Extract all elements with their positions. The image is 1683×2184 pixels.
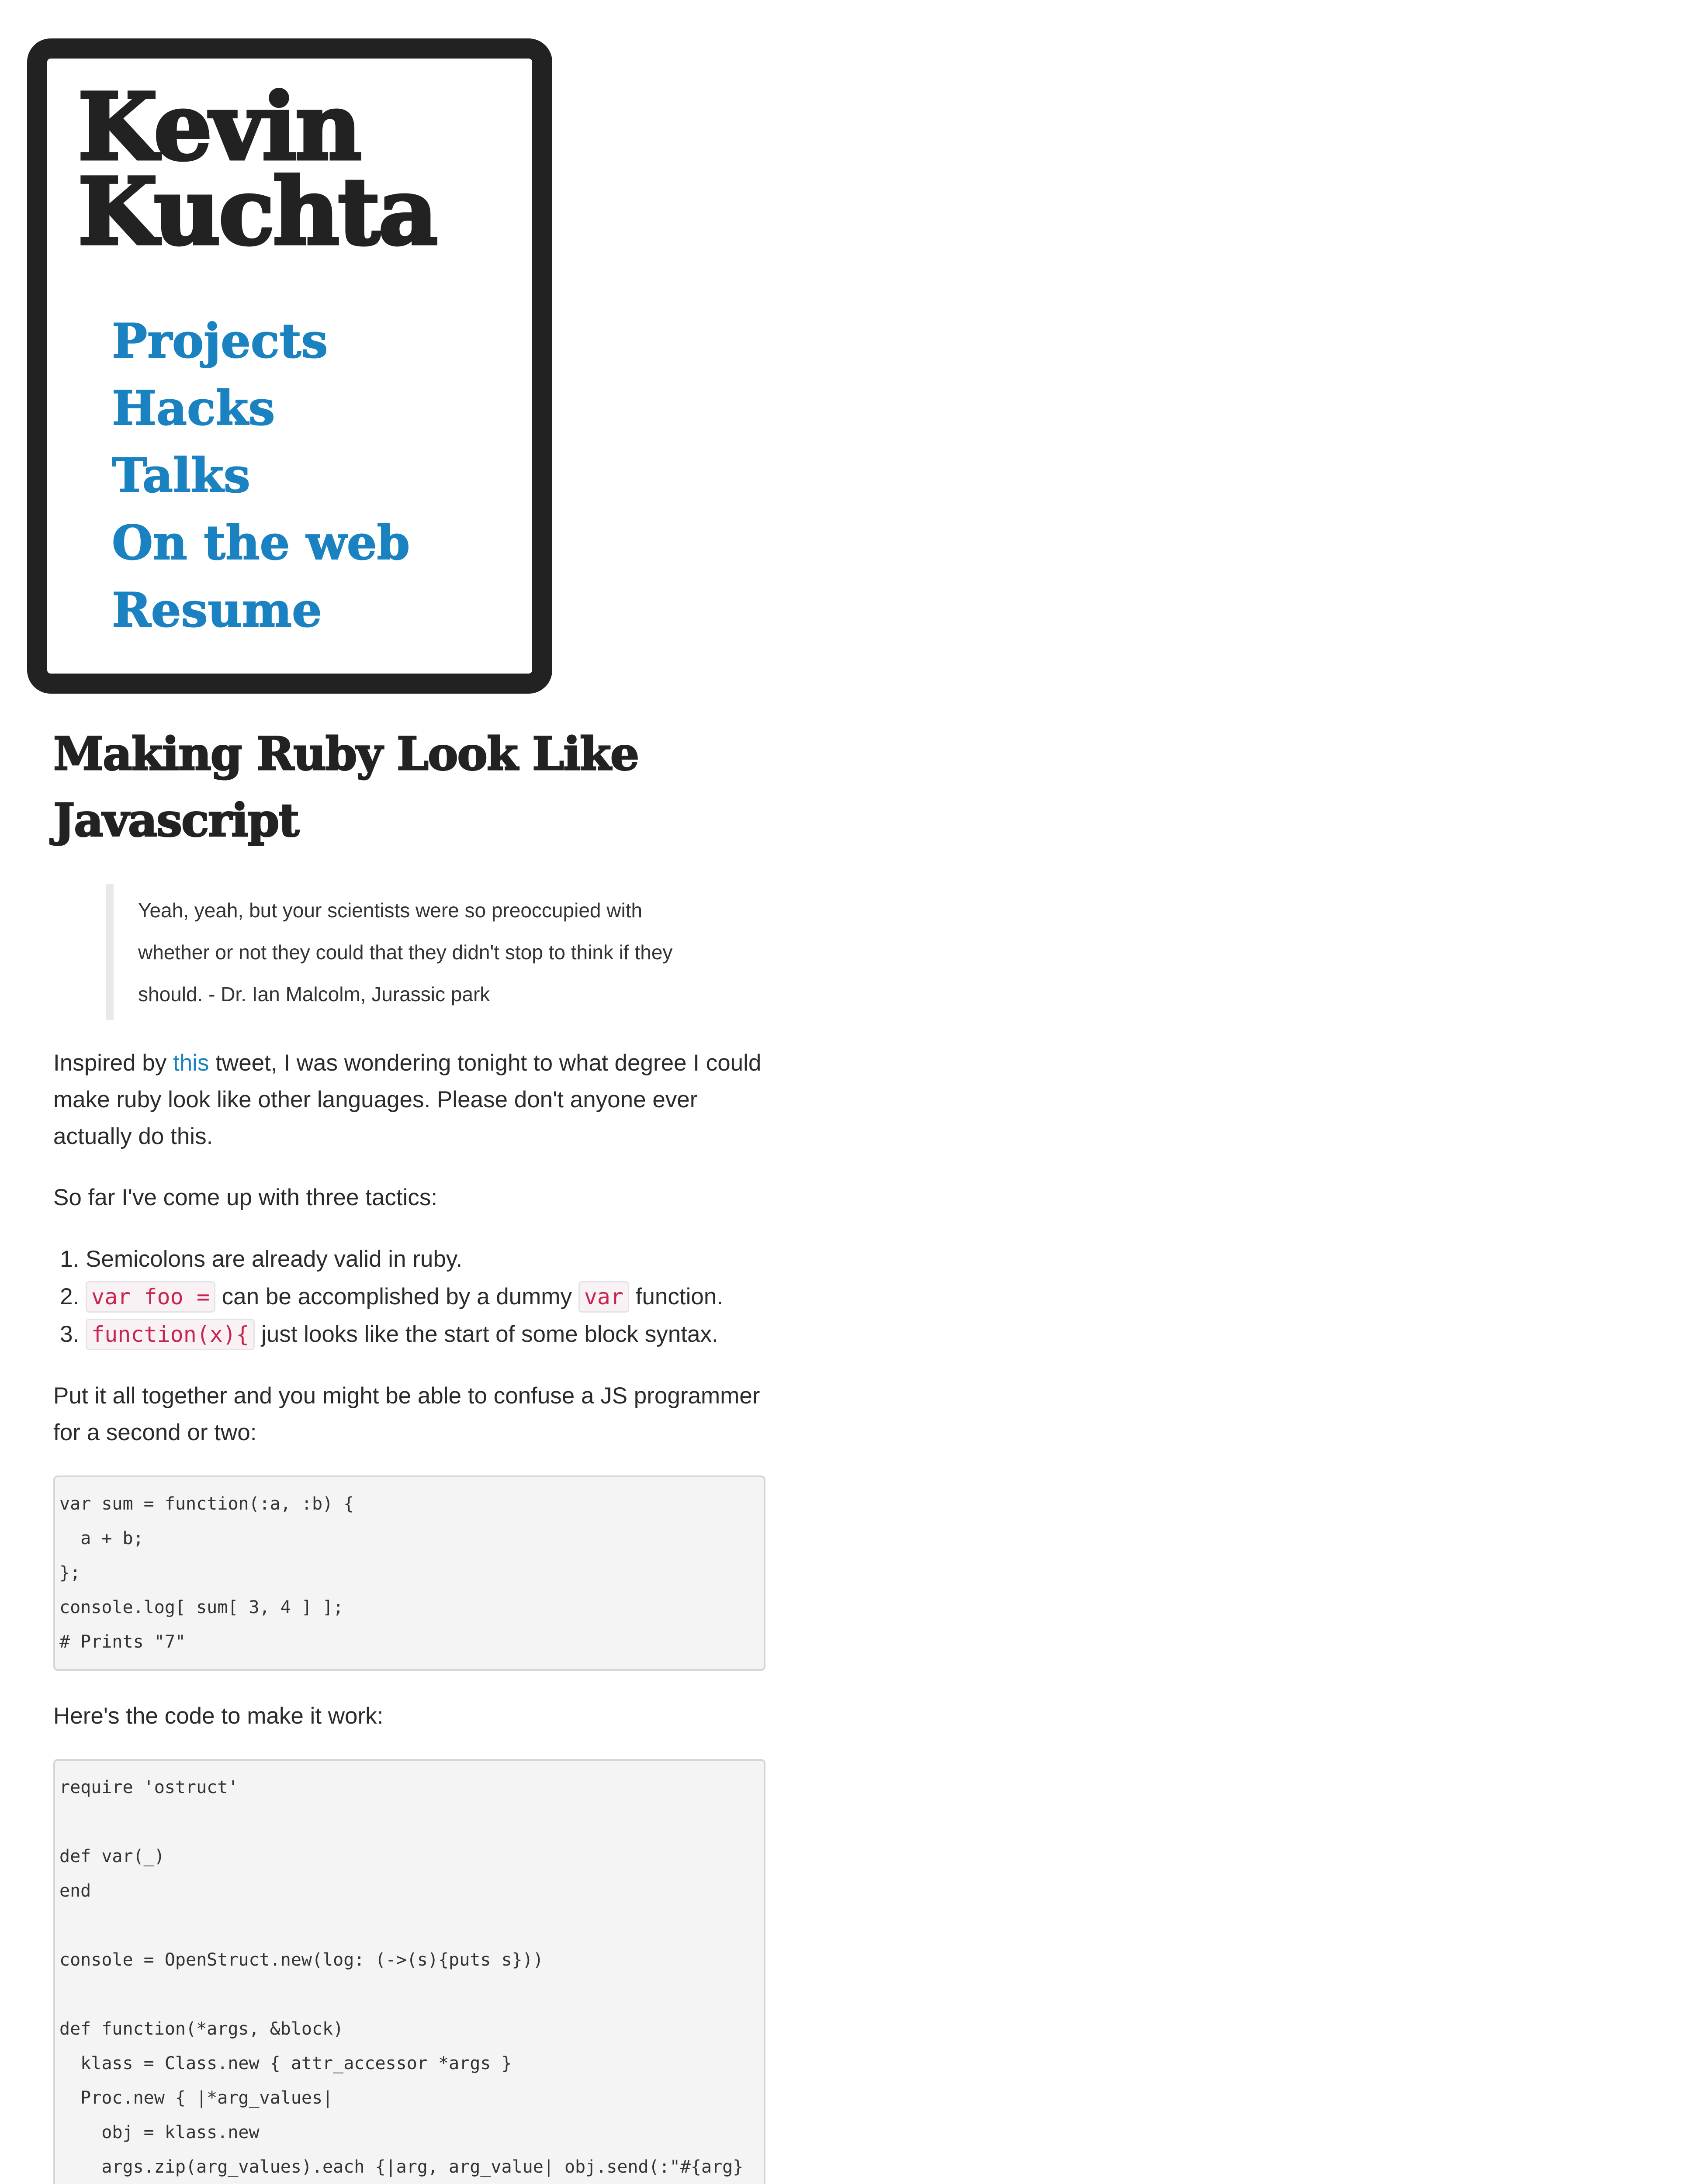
nav-item-on-the-web [112, 509, 410, 577]
inline-code-var-foo: var foo = [86, 1281, 215, 1313]
impl-code-line: klass = Class.new { attr_accessor *args } [59, 2053, 512, 2073]
nav-link-on-the-web[interactable]: On the web [112, 515, 410, 570]
impl-code-line: def function(*args, &block) [59, 2019, 344, 2039]
site-nav [112, 308, 410, 644]
tactic-2-text: can be accomplished by a dummy [215, 1284, 578, 1310]
impl-code-line [59, 1805, 759, 1839]
nav-link-hacks[interactable]: Hacks [112, 381, 275, 436]
nav-item-hacks [112, 375, 410, 442]
example-code-line: console.log[ sum[ 3, 4 ] ]; [59, 1597, 344, 1617]
impl-code-line: obj = klass.new [59, 2122, 260, 2143]
tactics-intro: So far I've come up with three tactics: [53, 1185, 438, 1210]
tactic-1-text: Semicolons are already valid in ruby. [86, 1246, 463, 1272]
impl-code-line: def var(_) [59, 1846, 165, 1866]
inline-code-function-x: function(x){ [86, 1319, 255, 1350]
tactic-item-3 [86, 1316, 765, 1353]
article [53, 721, 765, 2184]
nav-link-projects[interactable]: Projects [112, 314, 328, 369]
site-title-line-1: Kevin [78, 73, 360, 181]
impl-code-line [59, 1977, 759, 2012]
tactic-item-2 [86, 1278, 765, 1316]
impl-code-line: args.zip(arg_values).each {|arg, arg_value| obj.send(:"#{arg} [59, 2157, 744, 2177]
site-title[interactable] [78, 73, 436, 266]
code-intro-paragraph: Here's the code to make it work: [53, 1703, 384, 1729]
example-code-line: # Prints "7" [59, 1632, 186, 1652]
example-code-line: }; [59, 1563, 81, 1583]
nav-item-talks [112, 442, 410, 509]
tactic-3-text: just looks like the start of some block syntax. [255, 1321, 718, 1347]
tweet-link[interactable]: this [173, 1050, 209, 1076]
tactic-item-1 [86, 1241, 765, 1278]
impl-code-line: require 'ostruct' [59, 1777, 239, 1797]
example-code-block [53, 1476, 765, 1671]
example-code-line: var sum = function(:a, :b) { [59, 1494, 354, 1514]
nav-item-projects [112, 308, 410, 375]
inline-code-var: var [578, 1281, 629, 1313]
impl-code-line: console = OpenStruct.new(log: (->(s){puts s})) [59, 1950, 544, 1970]
intro-text-before-link: Inspired by [53, 1050, 173, 1076]
implementation-code-block [53, 1759, 765, 2184]
tactic-2-end: function. [629, 1284, 724, 1310]
tactics-list [53, 1241, 765, 1353]
impl-code-line: Proc.new { |*arg_values| [59, 2088, 333, 2108]
nav-link-resume[interactable]: Resume [112, 583, 322, 638]
intro-text-after-link: tweet, I was wondering tonight to what degree I could make ruby look like other languages. Please don't anyone ever actually do this. [53, 1050, 762, 1149]
together-paragraph: Put it all together and you might be able to confuse a JS programmer for a second or two: [53, 1383, 760, 1445]
example-code-line: a + b; [59, 1528, 144, 1548]
site-header-box [27, 38, 552, 694]
epigraph-quote: Yeah, yeah, but your scientists were so preoccupied with whether or not they could that they didn't stop to think if they should. - Dr. Ian Malcolm, Jurassic park [106, 884, 706, 1020]
nav-link-talks[interactable]: Talks [112, 448, 250, 503]
nav-item-resume [112, 577, 410, 644]
intro-paragraph [53, 1045, 765, 1155]
site-title-line-2: Kuchta [78, 158, 436, 266]
impl-code-line: end [59, 1881, 91, 1901]
impl-code-line [59, 1908, 759, 1943]
post-title: Making Ruby Look Like Javascript [53, 727, 638, 847]
